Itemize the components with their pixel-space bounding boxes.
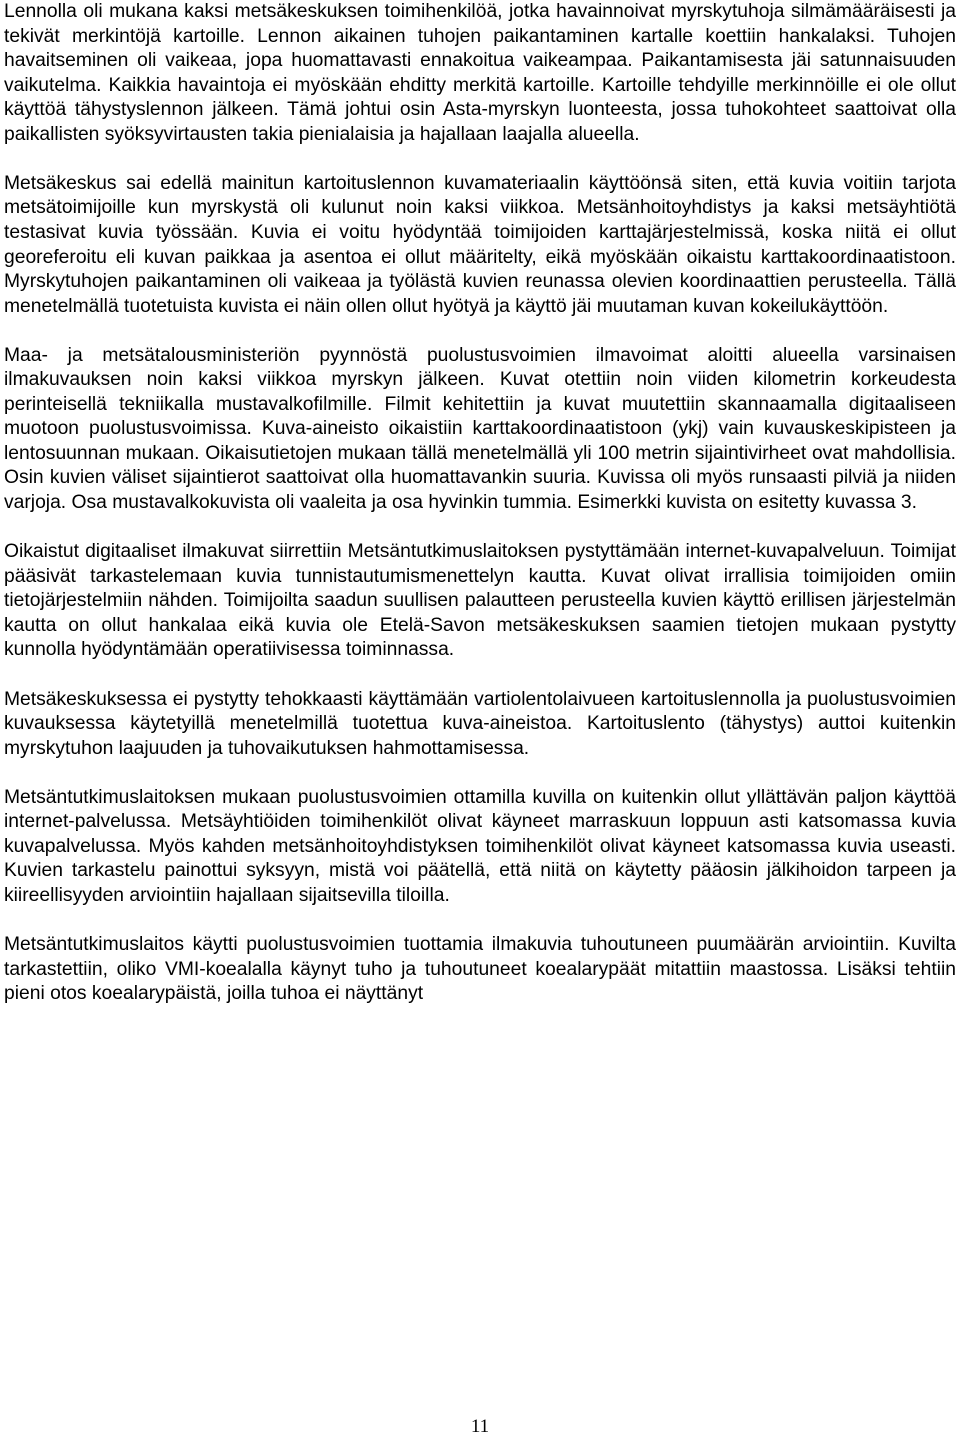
paragraph-1: Lennolla oli mukana kaksi metsäkeskuksen toimihenkilöä, jotka havainnoivat myrskytuhoja silmämääräisesti ja tekivät merkintöjä kartoille. Lennon aikainen tuhojen paikantaminen kartalle koettiin hankalaksi. Tuhojen havaitseminen oli vaikeaa, jopa huomattavasti ennakoitua vaikeampaa. Paikantamisesta jäi satunnaisuuden vaikutelma. Kaikkia havaintoja ei myöskään ehditty merkitä kartoille. Kartoille tehdyille merkinnöille ei ole ollut käyttöä tähystyslennon jälkeen. Tämä johtui osin Asta-myrskyn luonteesta, jossa tuhokohteet saattoivat olla paikallisten syöksyvirtausten takia pienialaisia ja hajallaan laajalla alueella. [4,1,956,145]
paragraph-gap [4,147,956,172]
paragraph-6: Metsäntutkimuslaitoksen mukaan puolustusvoimien ottamilla kuvilla on kuitenkin ollut yllättävän paljon käyttöä internet-palvelussa. Metsäyhtiöiden toimihenkilöt olivat käyneet marraskuun loppuun asti katsomassa kuvia kuvapalvelussa. Myös kahden metsänhoitoyhdistyksen toimihenkilöt olivat käyneet katsomassa kuvia useasti. Kuvien tarkastelu painottui syksyyn, mistä voi päätellä, että niitä on käytetty pääosin jälkihoidon tarpeen ja kiireellisyyden arviointiin hajallaan sijaitsevilla tiloilla. [4,786,956,906]
paragraph-gap [4,908,956,933]
page-number: 11 [470,1416,490,1437]
paragraph-gap [4,516,956,541]
paragraph-gap [4,319,956,344]
paragraph-5: Metsäkeskuksessa ei pystytty tehokkaasti käyttämään vartiolentolaivueen kartoituslennolla ja puolustusvoimien kuvauksessa käytetyillä menetelmillä tuotettua kuva-aineistoa. Kartoituslento (tähystys) auttoi kuitenkin myrskytuhon laajuuden ja tuhovaikutuksen hahmottamisessa. [4,688,956,759]
paragraph-7: Metsäntutkimuslaitos käytti puolustusvoimien tuottamia ilmakuvia tuhoutuneen puumäärän arviointiin. Kuvilta tarkastettiin, oliko VMI-koealalla käynyt tuho ja tuhoutuneet koealarypäät mitattiin maastossa. Lisäksi tehtiin pieni otos koealarypäistä, joilla tuhoa ei näyttänyt [4,934,956,1005]
paragraph-gap [4,761,956,786]
paragraph-2: Metsäkeskus sai edellä mainitun kartoituslennon kuvamateriaalin käyttöönsä siten, että kuvia voitiin tarjota metsätoimijoille kun myrskystä oli kulunut noin kaksi viikkoa. Metsänhoitoyhdistys ja kaksi metsäyhtiötä testasivat kuvia työssään. Kuvia ei voitu hyödyntää toimijoiden karttajärjestelmissä, koska niitä ei ollut georeferoitu eli kuvan paikkaa ja asentoa ei ollut määritelty, eikä myöskään oikaistu karttakoordinaatistoon. Myrskytuhojen paikantaminen oli vaikeaa ja työlästä kuvien reunassa olevien koordinaattien perusteella. Tällä menetelmällä tuotetuista kuvista ei näin ollen ollut hyötyä ja käyttö jäi muutaman kuvan kokeilukäyttöön. [4,172,956,317]
document-page [4,0,956,1007]
paragraph-gap [4,663,956,688]
paragraph-3: Maa- ja metsätalousministeriön pyynnöstä puolustusvoimien ilmavoimat aloitti alueella varsinaisen ilmakuvauksen noin kaksi viikkoa myrskyn jälkeen. Kuvat otettiin noin viiden kilometrin korkeudesta perinteisellä tekniikalla mustavalkofilmille. Filmit kehitettiin ja kuvat muutettiin skannaamalla digitaaliseen muotoon puolustusvoimissa. Kuva-aineisto oikaistiin karttakoordinaatistoon (ykj) vain kuvauskeskipisteen ja lentosuunnan mukaan. Oikaisutietojen mukaan tällä menetelmällä yli 100 metrin sijaintivirheet ovat mahdollisia. Osin kuvien väliset sijaintierot saattoivat olla huomattavankin suuria. Kuvissa oli myös runsaasti pilviä ja niiden varjoja. Osa mustavalkokuvista oli vaaleita ja osa hyvinkin tummia. Esimerkki kuvista on esitetty kuvassa 3. [4,344,956,514]
paragraph-4: Oikaistut digitaaliset ilmakuvat siirrettiin Metsäntutkimuslaitoksen pystyttämään internet-kuvapalveluun. Toimijat pääsivät tarkastelemaan kuvia tunnistautumismenettelyn kautta. Kuvat olivat irrallisia toimijoiden omiin tietojärjestelmiin nähden. Toimijoilta saadun suullisen palautteen perusteella kuvien käyttö erillisen järjestelmän kautta on ollut hankalaa eikä kuvia ole Etelä-Savon metsäkeskuksen saamien tietojen mukaan pystytty kunnolla hyödyntämään operatiivisessa toiminnassa. [4,541,956,661]
